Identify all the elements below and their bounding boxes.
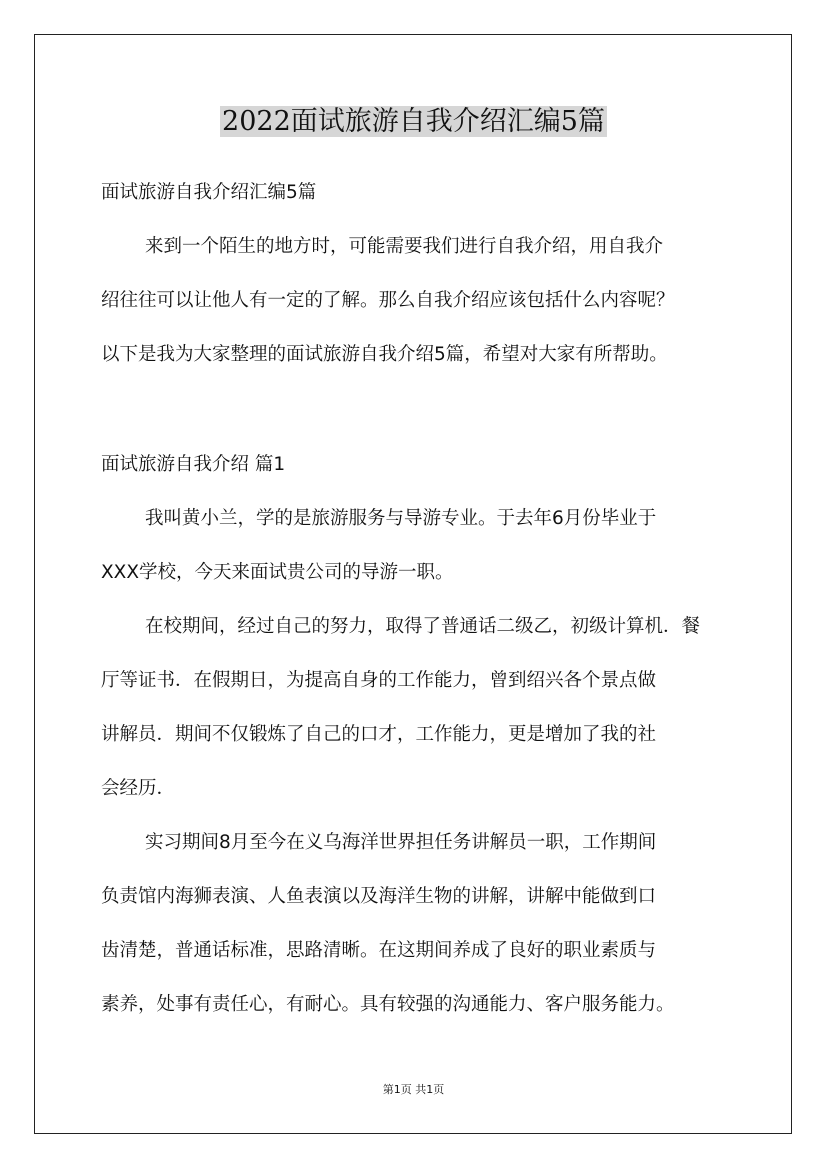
paragraph-line: 来到一个陌生的地方时，可能需要我们进行自我介绍，用自我介: [145, 236, 664, 257]
page-footer: 第1页 共1页: [382, 1083, 445, 1096]
paragraph-line: 实习期间8月至今在义乌海洋世界担任务讲解员一职，工作期间: [145, 832, 657, 853]
paragraph-line: 讲解员．期间不仅锻炼了自己的口才，工作能力，更是增加了我的社: [101, 724, 657, 745]
paragraph-line: 齿清楚，普通话标准，思路清晰。在这期间养成了良好的职业素质与: [101, 940, 657, 961]
title-text: 2022面试旅游自我介绍汇编5篇: [222, 106, 605, 137]
paragraph-line: 绍往往可以让他人有一定的了解。那么自我介绍应该包括什么内容呢？: [101, 290, 675, 311]
paragraph-line: 厅等证书．在假期日，为提高自身的工作能力，曾到绍兴各个景点做: [101, 670, 657, 691]
subtitle-line: 面试旅游自我介绍汇编5篇: [101, 182, 317, 203]
paragraph-line: 以下是我为大家整理的面试旅游自我介绍5篇，希望对大家有所帮助。: [101, 344, 668, 365]
paragraph-line: 会经历．: [101, 778, 176, 799]
paragraph-line: 素养，处事有责任心，有耐心。具有较强的沟通能力、客户服务能力。: [101, 994, 675, 1015]
paragraph-line: 我叫黄小兰，学的是旅游服务与导游专业。于去年6月份毕业于: [145, 508, 657, 529]
paragraph-line: XXX学校，今天来面试贵公司的导游一职。: [101, 562, 454, 583]
section-heading: 面试旅游自我介绍 篇1: [101, 454, 286, 475]
document-title: [0, 100, 827, 144]
paragraph-line: 负责馆内海狮表演、人鱼表演以及海洋生物的讲解，讲解中能做到口: [101, 886, 657, 907]
paragraph-line: 在校期间，经过自己的努力，取得了普通话二级乙，初级计算机．餐: [145, 616, 701, 637]
